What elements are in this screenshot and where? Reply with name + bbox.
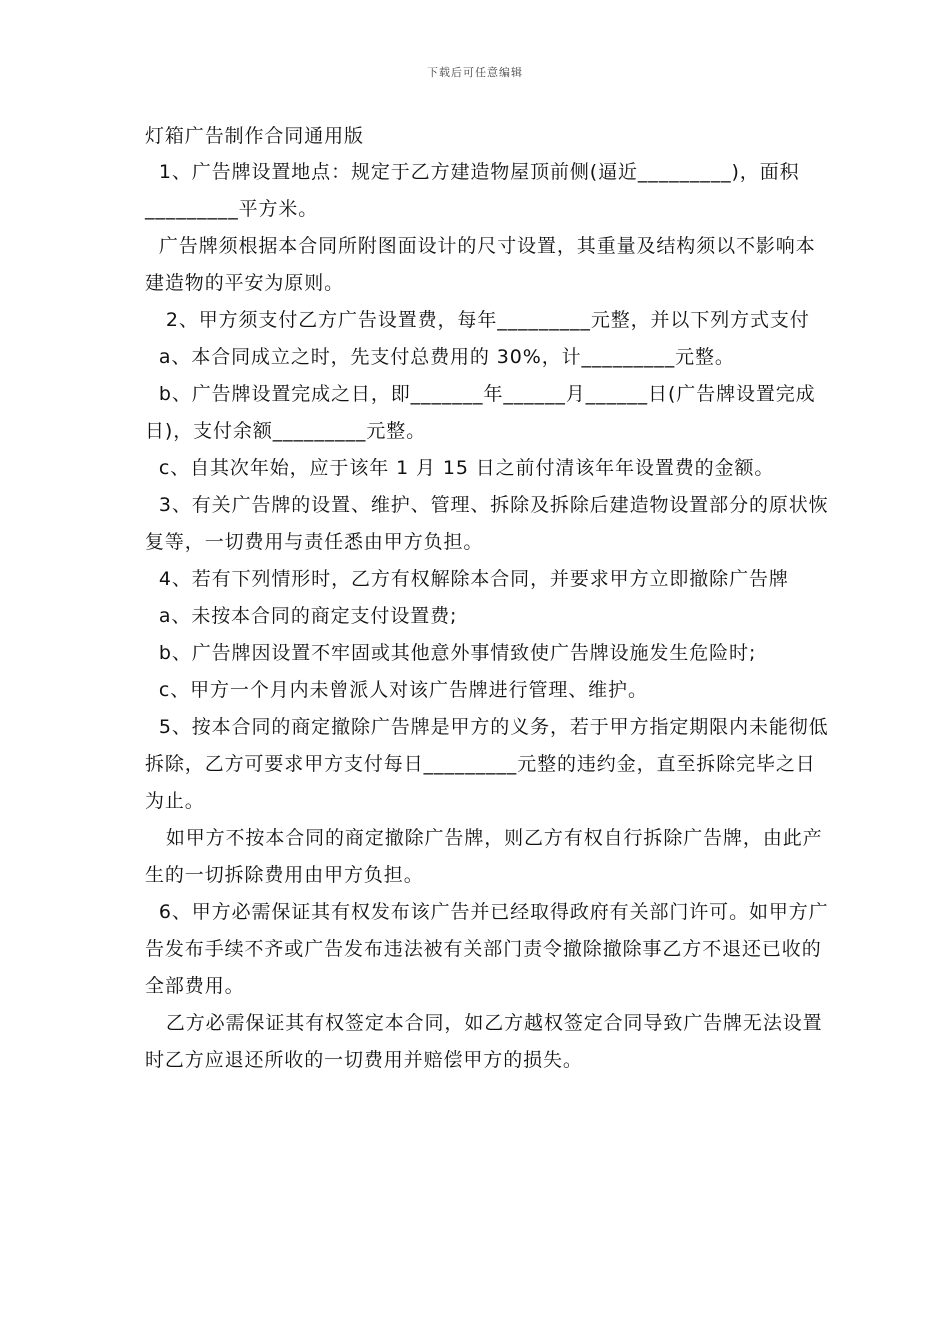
clause-2-b: b、广告牌设置完成之日，即_______年______月______日(广告牌设置完成日)，支付余额_________元整。 bbox=[145, 383, 816, 442]
clause-4-b: b、广告牌因设置不牢固或其他意外事情致使广告牌设施发生危险时; bbox=[145, 642, 757, 664]
clause-2-c: c、自其次年始，应于该年 1 月 15 日之前付清该年年设置费的金额。 bbox=[145, 457, 775, 479]
clause-6-note: 乙方必需保证其有权签定本合同，如乙方越权签定合同导致广告牌无法设置时乙方应退还所收的一切费用并赔偿甲方的损失。 bbox=[145, 1012, 823, 1071]
clause-1-note: 广告牌须根据本合同所附图面设计的尺寸设置，其重量及结构须以不影响本建造物的平安为原则。 bbox=[145, 235, 816, 294]
clause-3: 3、有关广告牌的设置、维护、管理、拆除及拆除后建造物设置部分的原状恢复等，一切费用与责任悉由甲方负担。 bbox=[145, 494, 829, 553]
clause-5: 5、按本合同的商定撤除广告牌是甲方的义务，若于甲方指定期限内未能彻低拆除，乙方可要求甲方支付每日_________元整的违约金，直至拆除完毕之日为止。 bbox=[145, 716, 829, 812]
clause-1: 1、广告牌设置地点：规定于乙方建造物屋顶前侧(逼近_________)，面积_________平方米。 bbox=[145, 161, 800, 220]
clause-6: 6、甲方必需保证其有权发布该广告并已经取得政府有关部门许可。如甲方广告发布手续不齐或广告发布违法被有关部门责令撤除撤除事乙方不退还已收的全部费用。 bbox=[145, 901, 829, 997]
document-title: 灯箱广告制作合同通用版 bbox=[145, 125, 364, 147]
clause-2-a: a、本合同成立之时，先支付总费用的 30%，计_________元整。 bbox=[145, 346, 735, 368]
clause-4: 4、若有下列情形时，乙方有权解除本合同，并要求甲方立即撤除广告牌 bbox=[145, 568, 789, 590]
clause-5-note: 如甲方不按本合同的商定撤除广告牌，则乙方有权自行拆除广告牌，由此产生的一切拆除费用由甲方负担。 bbox=[145, 827, 823, 886]
page-header: 下载后可任意编辑 bbox=[427, 66, 523, 79]
document-body bbox=[145, 118, 835, 1079]
clause-4-a: a、未按本合同的商定支付设置费; bbox=[145, 605, 458, 627]
clause-2: 2、甲方须支付乙方广告设置费，每年_________元整，并以下列方式支付 bbox=[145, 309, 810, 331]
clause-4-c: c、甲方一个月内未曾派人对该广告牌进行管理、维护。 bbox=[145, 679, 648, 701]
